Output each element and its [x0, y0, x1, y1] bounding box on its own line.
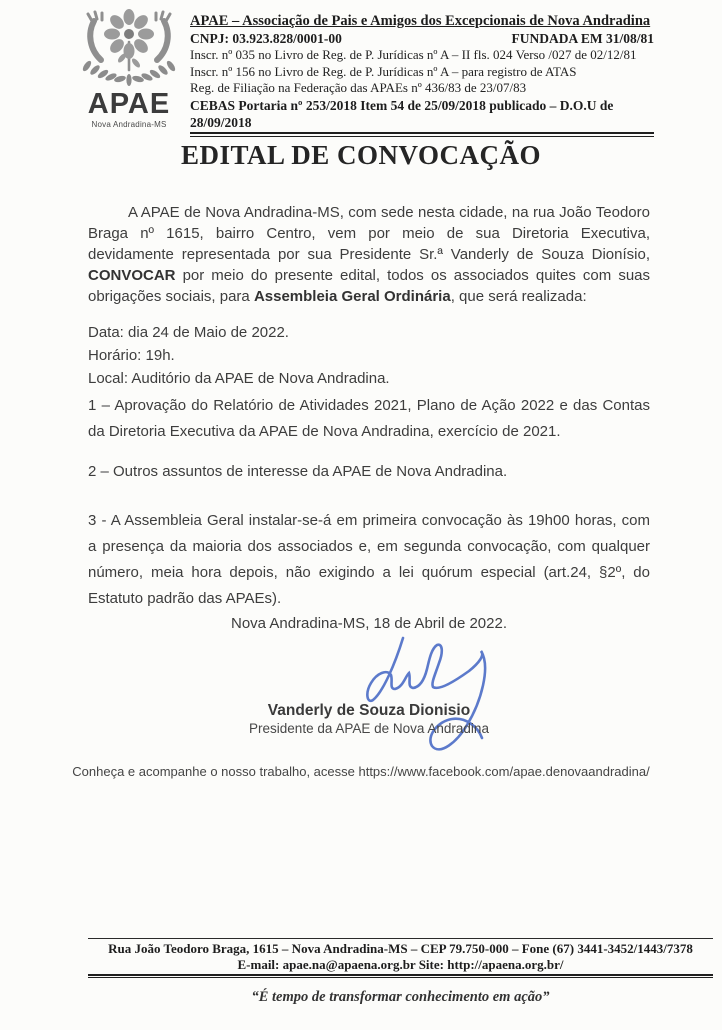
assembleia-emphasis: Assembleia Geral Ordinária — [253, 288, 451, 305]
letterhead — [76, 8, 654, 137]
intro-paragraph — [88, 202, 650, 307]
footer-divider-top — [88, 938, 713, 939]
apae-emblem-icon — [77, 8, 181, 92]
registration-line: Inscr. nº 156 no Livro de Reg. de P. Jurídicas nº A – para registro de ATAS — [190, 63, 577, 79]
signature-block — [88, 701, 650, 737]
apae-logo — [76, 8, 182, 137]
founded-date: FUNDADA EM 31/08/81 — [511, 31, 654, 46]
cnpj-row — [190, 30, 654, 47]
agenda-item-1: 1 – Aprovação do Relatório de Atividades 2021, Plano de Ação 2022 e das Contas da Diretoria Executiva da APAE de Nova Andradina, exercício de 2021. — [88, 397, 650, 440]
handwritten-signature-icon — [333, 632, 518, 764]
signer-name: Vanderly de Souza Dionisio — [267, 702, 471, 719]
footer-address: Rua João Teodoro Braga, 1615 – Nova Andradina-MS – CEP 79.750-000 – Fone (67) 3441-3452/1443/7378 — [108, 941, 693, 956]
agenda-item-2: 2 – Outros assuntos de interesse da APAE de Nova Andradina. — [88, 463, 508, 480]
intro-text: A APAE de Nova Andradina-MS, com sede nesta cidade, na rua João Teodoro Braga nº 1615, bairro Centro, vem por meio de sua Diretoria Executiva, devidamente representada por sua Presidente Sr.ª Vanderly de Souza Dionísio, — [88, 204, 650, 263]
footer-contact: E-mail: apae.na@apaena.org.br Site: http://apaena.org.br/ — [237, 956, 564, 972]
organization-name: APAE – Associação de Pais e Amigos dos Excepcionais de Nova Andradina — [190, 13, 651, 29]
intro-text: por meio do presente edital, todos os associados quites com suas obrigações sociais, para — [88, 267, 650, 305]
cebas-line: CEBAS Portaria nº 253/2018 Item 54 de 25/09/2018 publicado – D.O.U de 28/09/2018 — [190, 97, 614, 130]
meeting-schedule — [88, 321, 650, 390]
page-footer — [88, 938, 713, 1006]
agenda-item-3: 3 - A Assembleia Geral instalar-se-á em primeira convocação às 19h00 horas, com a presença da maioria dos associados e, em segunda convocação, com qualquer número, meia hora depois, não exigindo a lei quórum especial (art.24, §2º, do Estatuto padrão das APAEs). — [88, 512, 650, 607]
registration-line: Inscr. nº 035 no Livro de Reg. de P. Jurídicas nº A – II fls. 024 Verso /027 de 02/12/81 — [190, 47, 637, 62]
intro-text: , que será realizada: — [450, 288, 587, 305]
logo-acronym: APAE — [87, 88, 171, 120]
meeting-place: Local: Auditório da APAE de Nova Andradina. — [88, 370, 390, 387]
convocar-emphasis: CONVOCAR — [88, 267, 176, 284]
dateline: Nova Andradina-MS, 18 de Abril de 2022. — [230, 615, 507, 632]
social-media-line: Conheça e acompanhe o nosso trabalho, acesse https://www.facebook.com/apae.denovaandradina/ — [72, 764, 650, 779]
registration-line: Reg. de Filiação na Federação das APAEs nº 436/83 de 23/07/83 — [190, 80, 527, 95]
cnpj-value: CNPJ: 03.923.828/0001-00 — [190, 31, 342, 46]
logo-location: Nova Andradina-MS — [91, 120, 167, 129]
meeting-time: Horário: 19h. — [88, 347, 175, 364]
document-body — [88, 202, 650, 634]
meeting-date: Data: dia 24 de Maio de 2022. — [88, 324, 289, 341]
header-divider — [190, 132, 654, 137]
document-title: EDITAL DE CONVOCAÇÃO — [181, 140, 541, 170]
footer-divider-bottom — [88, 974, 713, 978]
footer-slogan: “É tempo de transformar conhecimento em ação” — [251, 989, 550, 1005]
signer-role: Presidente da APAE de Nova Andradina — [249, 721, 489, 736]
letterhead-info — [190, 8, 654, 137]
